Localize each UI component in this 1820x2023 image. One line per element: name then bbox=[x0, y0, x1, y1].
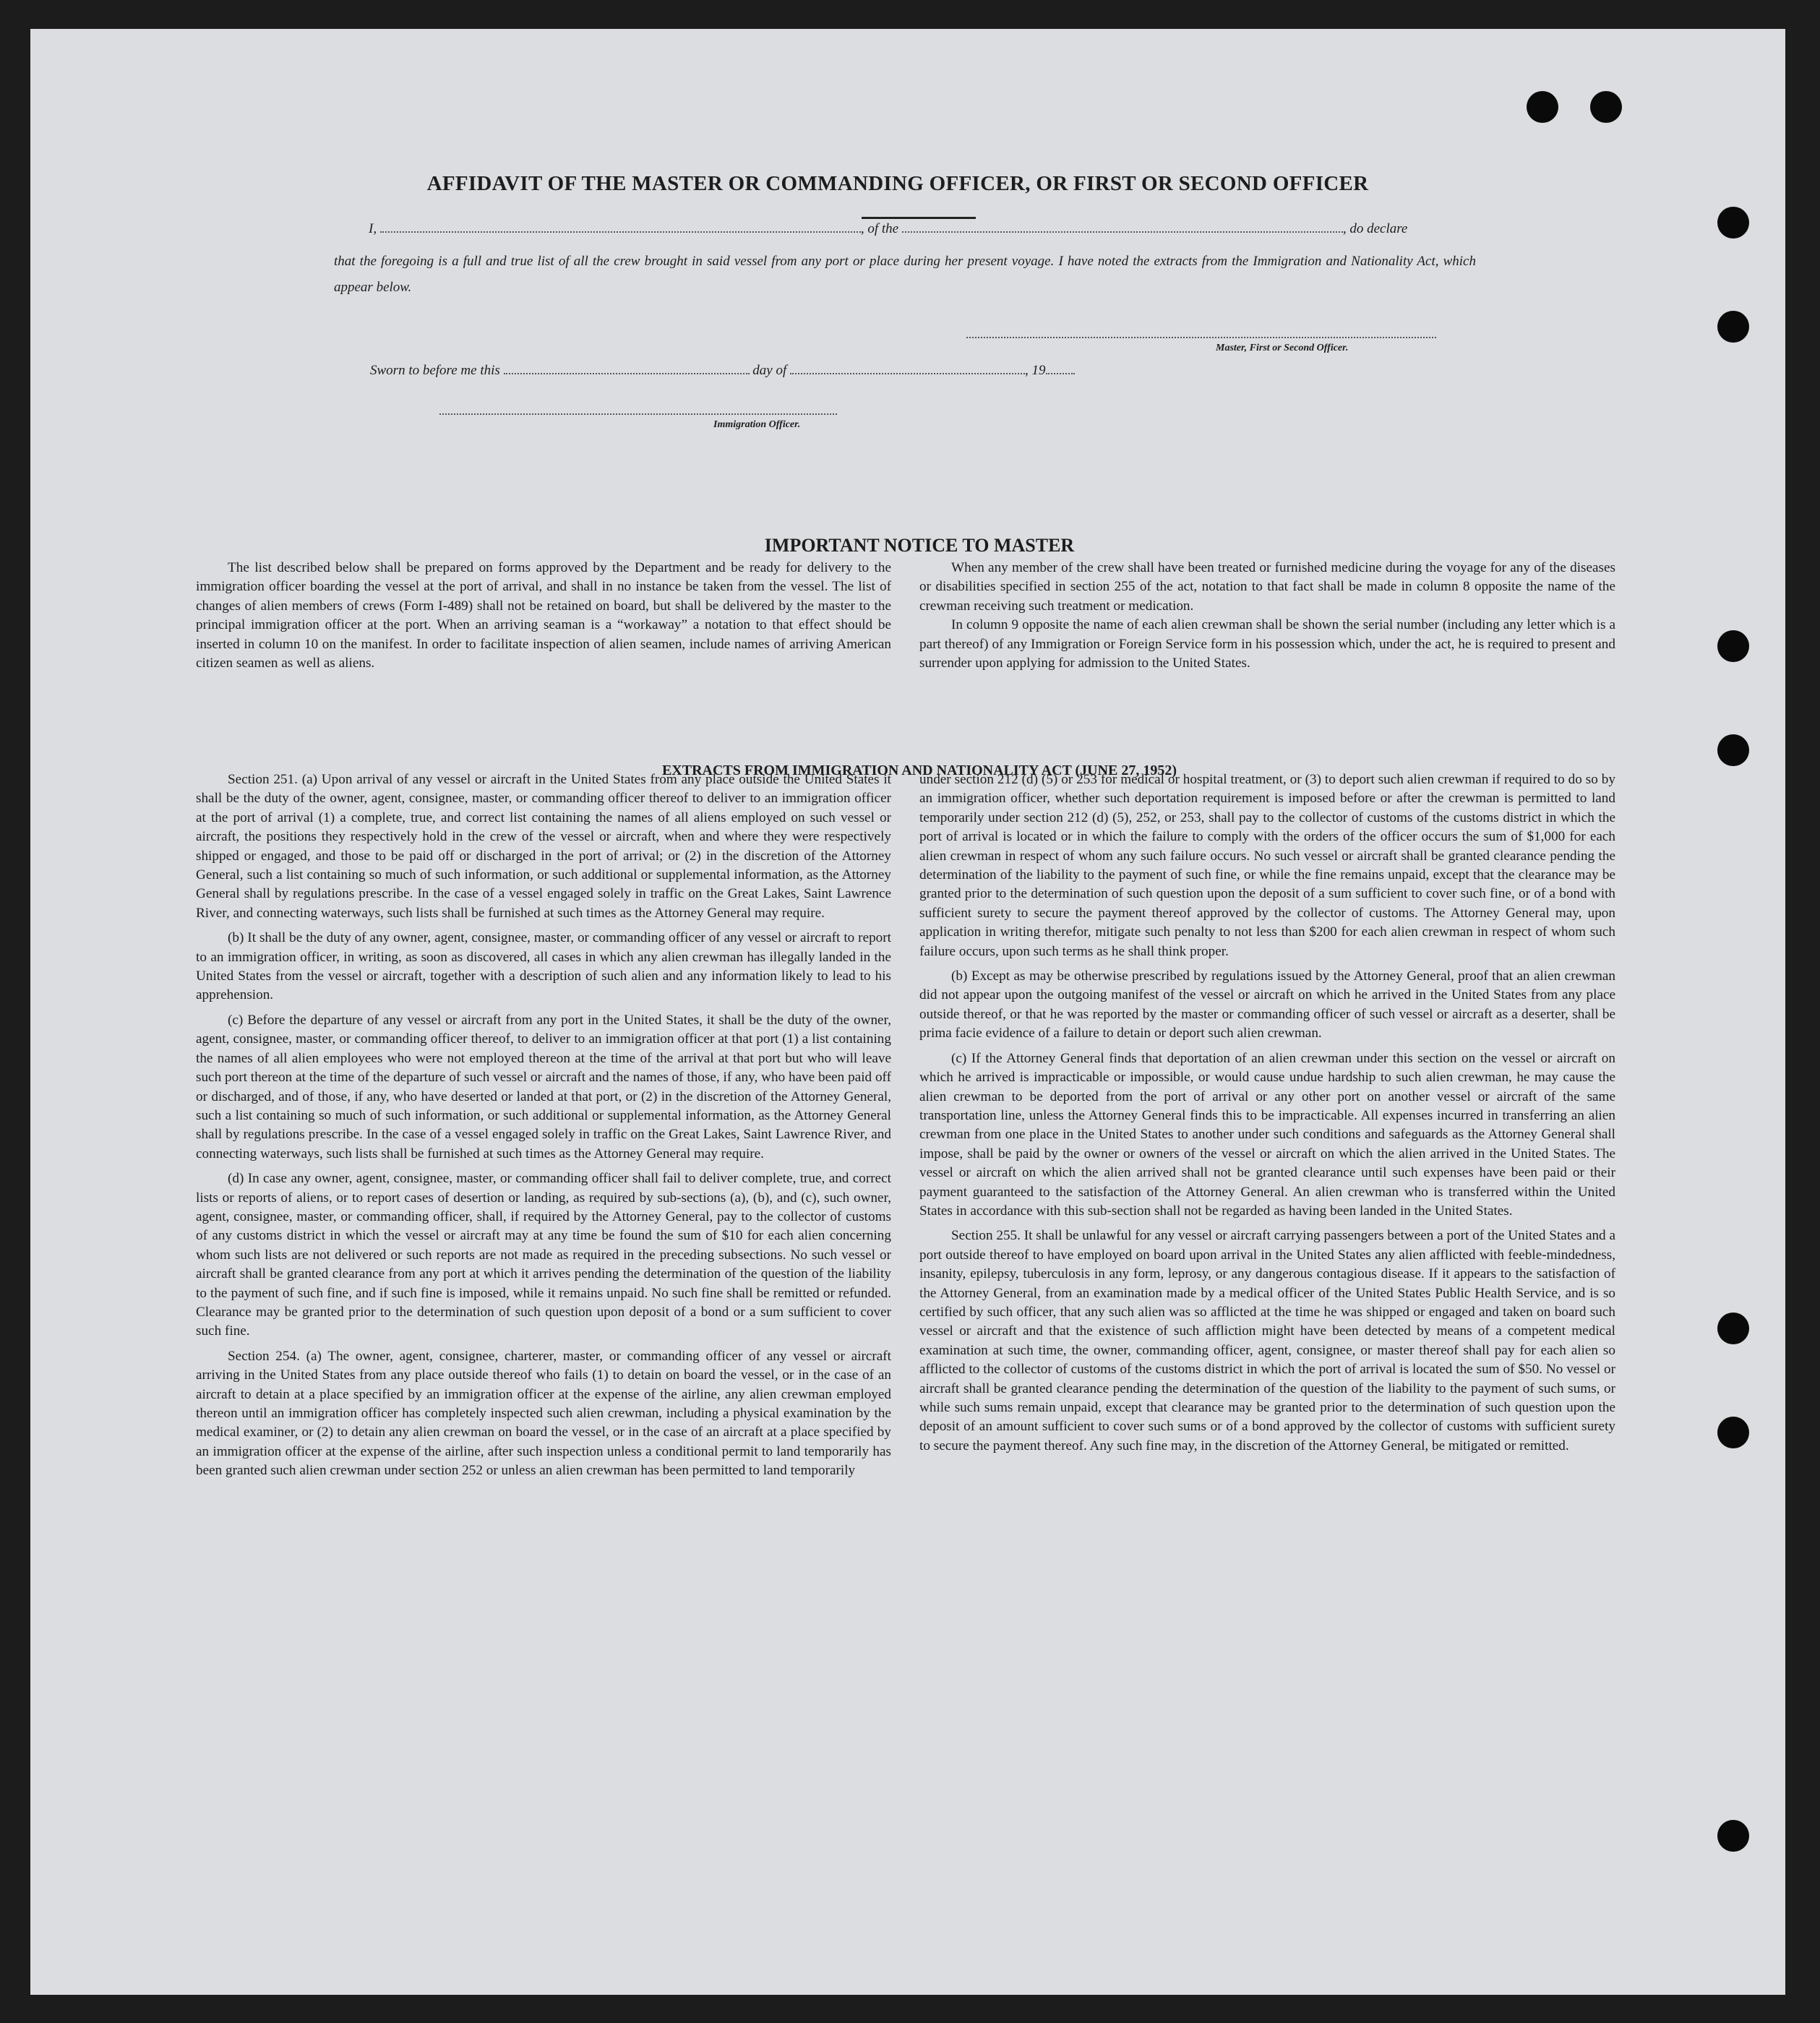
section-254-b: (b) Except as may be otherwise prescribed by regulations issued by the Attorney General, proof that an alien crewman did not appear upon the outgoing manifest of the vessel or aircraft on which he arrived in the United States from any place outside thereof, or that he was reported by the master or commanding officer of such vessel or aircraft as a deserter, shall be prima facie evidence of a failure to detain or deport such alien crewman. bbox=[919, 968, 1615, 1041]
vessel-blank bbox=[902, 221, 1343, 233]
sworn-label: Sworn to before me this bbox=[370, 363, 500, 378]
notice-right-paragraph-2: In column 9 opposite the name of each alien crewman shall be shown the serial number (including any letter which is a part thereof) of any Immigration or Foreign Service form in his possession which, under the act, he is required to present and surrender upon applying for admission to the United States. bbox=[919, 617, 1615, 671]
punch-hole bbox=[1717, 311, 1749, 343]
section-251-a: Section 251. (a) Upon arrival of any vessel or aircraft in the United States from any place outside the United States it shall be the duty of the owner, agent, consignee, master, or commanding officer thereof to deliver to an immigration officer at the port of arrival (1) a complete, true, and correct list containing the names of all aliens employed on such vessel or aircraft, the positions they respectively hold in the crew of the vessel or aircraft, when and where they were respectively shipped or engaged, and those to be paid off or discharged in the port of arrival; or (2) in the discretion of the Attorney General, such a list containing so much of such information, or such additional or supplemental information, as the Attorney General shall by regulations prescribe. In the case of a vessel engaged solely in traffic on the Great Lakes, Saint Lawrence River, and connecting waterways, such lists shall be furnished at such times as the Attorney General may require. bbox=[196, 772, 891, 921]
declaration-of-the: , of the bbox=[860, 221, 899, 236]
punch-hole bbox=[1527, 91, 1558, 123]
punch-hole bbox=[1717, 630, 1749, 662]
notice-title: IMPORTANT NOTICE TO MASTER bbox=[764, 535, 1075, 556]
extracts-title: EXTRACTS FROM IMMIGRATION AND NATIONALITY ACT (JUNE 27, 1952) bbox=[661, 763, 1177, 778]
master-signature-label: Master, First or Second Officer. bbox=[1216, 343, 1349, 353]
punch-hole bbox=[1717, 1313, 1749, 1344]
extracts-left-column bbox=[196, 770, 891, 1487]
title-underline bbox=[862, 217, 976, 219]
declaration-line bbox=[369, 221, 1482, 237]
section-254-a: Section 254. (a) The owner, agent, consignee, charterer, master, or commanding officer of any vessel or aircraft arriving in the United States from any place outside thereof who fails (1) to detain on board the vessel, or in the case of an aircraft to detain at a place specified by an immigration officer at the expense of the airline, any alien crewman employed thereon until an immigration officer has completely inspected such alien crewman, including a physical examination by the medical examiner, or (2) to detain any alien crewman on board the vessel, or in the case of an aircraft at a place specified by an immigration officer at the expense of the airline, after such inspection unless a conditional permit to land temporarily has been granted such alien crewman under section 252 or unless an alien crewman has been permitted to land temporarily bbox=[196, 1348, 891, 1479]
immigration-officer-line bbox=[439, 413, 837, 415]
section-254-c: (c) If the Attorney General finds that deportation of an alien crewman under this section on the vessel or aircraft on which he arrived is impracticable or impossible, or would cause undue hardship to such alien crewman, he may cause the alien crewman to be deported from the port of arrival or any other port on another vessel or aircraft of the same transportation line, unless the Attorney General finds this to be impracticable. All expenses incurred in transferring an alien crewman from one place in the United States to another under such conditions and safeguards as the Attorney General shall impose, shall be paid by the owner or owners of the vessel or aircraft on which the alien arrived in the United States. The vessel or aircraft on which the alien arrived shall not be granted clearance until such expenses have been paid or their payment guaranteed to the satisfaction of the Attorney General. An alien crewman who is transferred within the United States in accordance with this sub-section shall not be regarded as having been landed in the United States. bbox=[919, 1050, 1615, 1219]
section-255: Section 255. It shall be unlawful for any vessel or aircraft carrying passengers between a port of the United States and a port outside thereof to have employed on board upon arrival in the United States any alien afflicted with feeble-mindedness, insanity, epilepsy, tuberculosis in any form, leprosy, or any dangerous contagious disease. If it appears to the satisfaction of the Attorney General, from an examination made by a medical officer of the United States Public Health Service, and is so certified by such officer, that any such alien was so afflicted at the time he was shipped or engaged and taken on board such vessel or aircraft and that the existence of such affliction might have been detected by means of a competent medical examination at such time, the owner, commanding officer, agent, consignee, or master thereof shall pay for each alien so afflicted to the collector of customs of the customs district in which the port of arrival is located the sum of $50. No vessel or aircraft shall be granted clearance pending the determination of the question of the liability to the payment of such sums, or while such sums remain unpaid, except that clearance may be granted prior to the determination of such question upon the deposit of an amount sufficient to cover such sums or of a bond approved by the collector of customs with sufficient surety to secure the payment thereof. Any such fine may, in the discretion of the Attorney General, be mitigated or remitted. bbox=[919, 1228, 1615, 1453]
punch-hole bbox=[1717, 207, 1749, 239]
immigration-officer-label: Immigration Officer. bbox=[713, 419, 801, 430]
section-251-b: (b) It shall be the duty of any owner, agent, consignee, master, or commanding officer of any vessel or aircraft to report to an immigration officer, in writing, as soon as discovered, all cases in which any alien crewman has illegally landed in the United States from the vessel or aircraft, together with a description of such alien and any information likely to lead to his apprehension. bbox=[196, 930, 891, 1003]
section-251-d: (d) In case any owner, agent, consignee, master, or commanding officer shall fail to deliver complete, true, and correct lists or reports of aliens, or to report cases of desertion or landing, as required by sub-sections (a), (b), and (c), such owner, agent, consignee, master, or commanding officer, shall, if required by the Attorney General, pay to the collector of customs of any customs district in which the vessel or aircraft may at any time be found the sum of $10 for each alien concerning whom such lists are not delivered or such reports are not made as required in the preceding subsections. No such vessel or aircraft shall be granted clearance from any port at which it arrives pending the determination of the question of the liability to the payment of such fine, and if such fine is imposed, while it remains unpaid. No such fine shall be remitted or refunded. Clearance may be granted prior to the determination of such question upon deposit of a bond or a sum sufficient to cover such fine. bbox=[196, 1171, 891, 1339]
master-signature-line bbox=[966, 337, 1436, 338]
punch-hole bbox=[1717, 1417, 1749, 1448]
declaration-body: that the foregoing is a full and true list of all the crew brought in said vessel from any port or place during her present voyage. I have noted the extracts from the Immigration and Nationality Act, which appear below. bbox=[334, 254, 1476, 295]
punch-hole bbox=[1590, 91, 1622, 123]
affidavit-title: AFFIDAVIT OF THE MASTER OR COMMANDING OFFICER, OR FIRST OR SECOND OFFICER bbox=[426, 172, 1369, 195]
declaration-do-declare: , do declare bbox=[1342, 221, 1408, 236]
name-blank bbox=[380, 221, 861, 233]
declaration-i: I, bbox=[369, 221, 377, 236]
section-254-a-continued: under section 212 (d) (5) or 253 for medical or hospital treatment, or (3) to deport such alien crewman if required to do so by an immigration officer, whether such deportation requirement is imposed before or after the crewman is permitted to land temporarily under section 212 (d) (5), 252, or 253, shall pay to the collector of customs of the customs district in which the port of arrival is located or in which the failure to comply with the orders of the officer occurs the sum of $1,000 for each alien crewman in respect of whom any such failure occurs. No such vessel or aircraft shall be granted clearance pending the determination of the liability to the payment of such fine, or while the fine remains unpaid, except that the clearance may be granted prior to the determination of such question upon the deposit of a sum sufficient to cover such fine, or of a bond with sufficient surety to secure the payment thereof approved by the collector of customs. The Attorney General may, upon application in writing therefor, mitigate such penalty to not less than $200 for each alien crewman in respect of whom such failure occurs, upon such terms as he shall think proper. bbox=[919, 772, 1615, 959]
year-prefix: 19 bbox=[1031, 363, 1046, 378]
punch-hole bbox=[1717, 1820, 1749, 1852]
sworn-month-blank bbox=[790, 363, 1025, 374]
notice-right-column bbox=[919, 559, 1615, 679]
notice-left-paragraph: The list described below shall be prepared on forms approved by the Department and be ready for delivery to the immigration officer boarding the vessel at the port of arrival, and shall in no instance be taken from the vessel. The list of changes of alien members of crews (Form I-489) shall not be retained on board, but shall be delivered by the master to the principal immigration officer at the port. When an arriving seaman is a “workaway” a notation to that effect should be inserted in column 10 on the manifest. In order to facilitate inspection of alien seamen, include names of arriving American citizen seamen as well as aliens. bbox=[196, 560, 891, 671]
sworn-day-blank bbox=[504, 363, 750, 374]
punch-hole bbox=[1717, 734, 1749, 766]
document-page bbox=[30, 29, 1785, 1995]
sworn-line: Sworn to before me this day of , 19 bbox=[370, 363, 1209, 379]
notice-right-paragraph-1: When any member of the crew shall have been treated or furnished medicine during the voyage for any of the diseases or disabilities specified in section 255 of the act, notation to that fact shall be made in column 8 opposite the name of the crewman receiving such treatment or medication. bbox=[919, 560, 1615, 614]
year-blank bbox=[1046, 363, 1075, 374]
notice-left-column bbox=[196, 559, 891, 679]
section-251-c: (c) Before the departure of any vessel or aircraft from any port in the United States, it shall be the duty of the owner, agent, consignee, master, or commanding officer thereof, to deliver to an immigration officer at that port (1) a list containing the names of all alien employees who were not employed thereon at the time of the arrival at that port but who will leave such port thereon at the time of the departure of such vessel or aircraft and the names of those, if any, who have been paid off or discharged, and of those, if any, who have deserted or landed at that port, or (2) in the discretion of the Attorney General, such a list containing so much of such information, or such additional or supplemental information, as the Attorney General shall by regulations prescribe. In the case of a vessel engaged solely in traffic on the Great Lakes, Saint Lawrence River, and connecting waterways, such lists shall be furnished at such times as the Attorney General may require. bbox=[196, 1012, 891, 1161]
day-of-label: day of bbox=[752, 363, 787, 378]
extracts-right-column bbox=[919, 770, 1615, 1461]
